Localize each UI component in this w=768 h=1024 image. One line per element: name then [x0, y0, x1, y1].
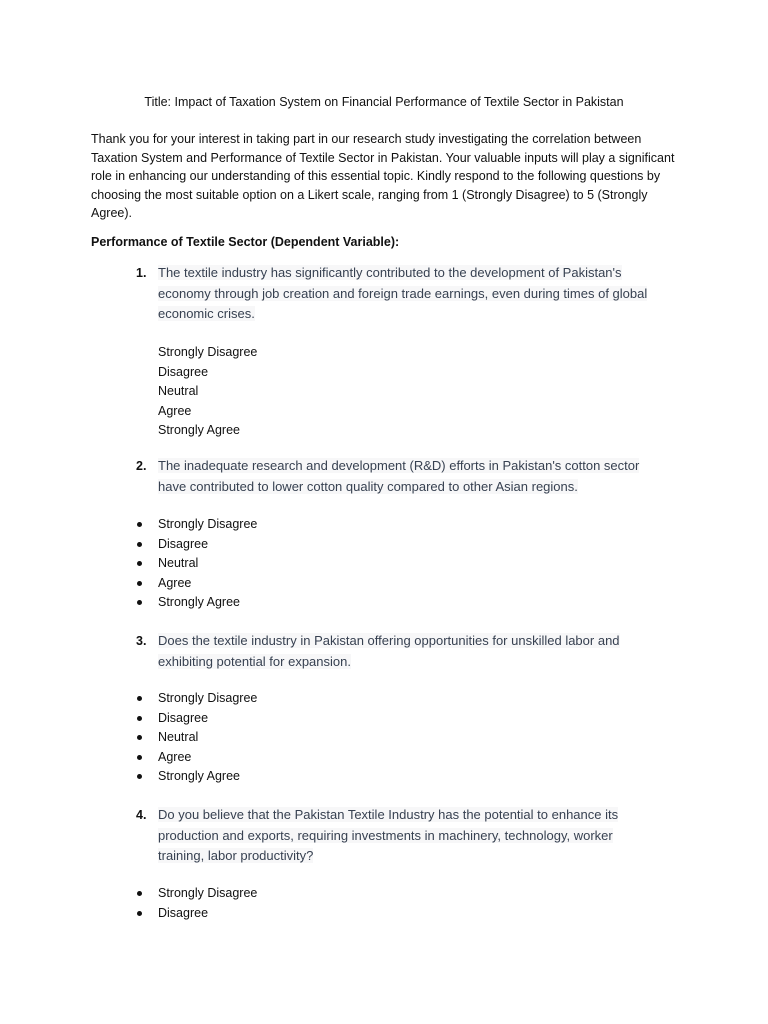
option-label: Strongly Disagree — [158, 345, 258, 359]
option-neutral[interactable] — [91, 382, 491, 402]
option-strongly-agree[interactable] — [91, 593, 491, 613]
option-label: Neutral — [158, 384, 199, 398]
option-disagree[interactable] — [91, 709, 491, 729]
question-number: 4. — [136, 808, 147, 822]
bullet-icon — [137, 696, 142, 701]
section-heading: Performance of Textile Sector (Dependent Variable): — [91, 235, 400, 249]
question-text-highlight: Do you believe that the Pakistan Textile Industry has the potential to enhance its production and exports, requiring investments in machinery, technology, worker training, labor productivity? — [158, 807, 619, 863]
option-list — [91, 689, 491, 787]
question-text-highlight: Does the textile industry in Pakistan offering opportunities for unskilled labor and exhibiting potential for expansion. — [158, 633, 620, 669]
option-agree[interactable] — [91, 574, 491, 594]
option-label: Neutral — [158, 730, 199, 744]
bullet-icon — [137, 774, 142, 779]
bullet-icon — [137, 581, 142, 586]
option-label: Neutral — [158, 556, 199, 570]
option-disagree[interactable] — [91, 363, 491, 383]
bullet-icon — [137, 716, 142, 721]
bullet-icon — [137, 755, 142, 760]
question-number: 1. — [136, 266, 147, 280]
bullet-icon — [137, 600, 142, 605]
question-text-highlight: The inadequate research and development (R&D) efforts in Pakistan's cotton sector have contributed to lower cotton quality compared to other Asian regions. — [158, 458, 640, 494]
option-label: Disagree — [158, 905, 209, 920]
option-label: Disagree — [158, 536, 209, 551]
bullet-icon — [137, 542, 142, 547]
option-list — [91, 343, 491, 441]
question-number: 3. — [136, 634, 147, 648]
option-neutral[interactable] — [91, 728, 491, 748]
option-disagree[interactable] — [91, 535, 491, 555]
option-label: Strongly Disagree — [158, 691, 258, 705]
option-agree[interactable] — [91, 402, 491, 422]
option-label: Strongly Agree — [158, 423, 240, 437]
option-label: Strongly Disagree — [158, 517, 258, 531]
option-strongly-disagree[interactable] — [91, 343, 491, 363]
option-strongly-disagree[interactable] — [91, 515, 491, 535]
option-strongly-agree[interactable] — [91, 421, 491, 441]
option-label: Agree — [158, 403, 192, 418]
question-text-highlight: The textile industry has significantly contributed to the development of Pakistan's economy through job creation and foreign trade earnings, even during times of global economic crises. — [158, 265, 648, 321]
option-label: Strongly Agree — [158, 595, 240, 609]
bullet-icon — [137, 561, 142, 566]
question-text — [158, 631, 658, 672]
question-text — [158, 456, 658, 497]
option-label: Agree — [158, 575, 192, 590]
bullet-icon — [137, 735, 142, 740]
option-disagree[interactable] — [91, 904, 491, 924]
question-number: 2. — [136, 459, 147, 473]
document-title: Title: Impact of Taxation System on Financial Performance of Textile Sector in Pakistan — [144, 95, 624, 109]
option-list — [91, 515, 491, 613]
option-label: Disagree — [158, 364, 209, 379]
option-neutral[interactable] — [91, 554, 491, 574]
question-text — [158, 263, 658, 325]
option-strongly-disagree[interactable] — [91, 689, 491, 709]
bullet-icon — [137, 911, 142, 916]
bullet-icon — [137, 522, 142, 527]
option-strongly-agree[interactable] — [91, 767, 491, 787]
option-label: Strongly Agree — [158, 769, 240, 783]
option-strongly-disagree[interactable] — [91, 884, 491, 904]
option-agree[interactable] — [91, 748, 491, 768]
option-label: Strongly Disagree — [158, 886, 258, 900]
bullet-icon — [137, 891, 142, 896]
intro-paragraph: Thank you for your interest in taking part in our research study investigating the correlation between Taxation System and Performance of Textile Sector in Pakistan. Your valuable inputs will play a significant role in enhancing our understanding of this essential topic. Kindly respond to the following questions by choosing the most suitable option on a Likert scale, ranging from 1 (Strongly Disagree) to 5 (Strongly Agree). — [91, 132, 675, 221]
option-list — [91, 884, 491, 923]
question-text — [158, 805, 658, 867]
option-label: Agree — [158, 749, 192, 764]
option-label: Disagree — [158, 710, 209, 725]
